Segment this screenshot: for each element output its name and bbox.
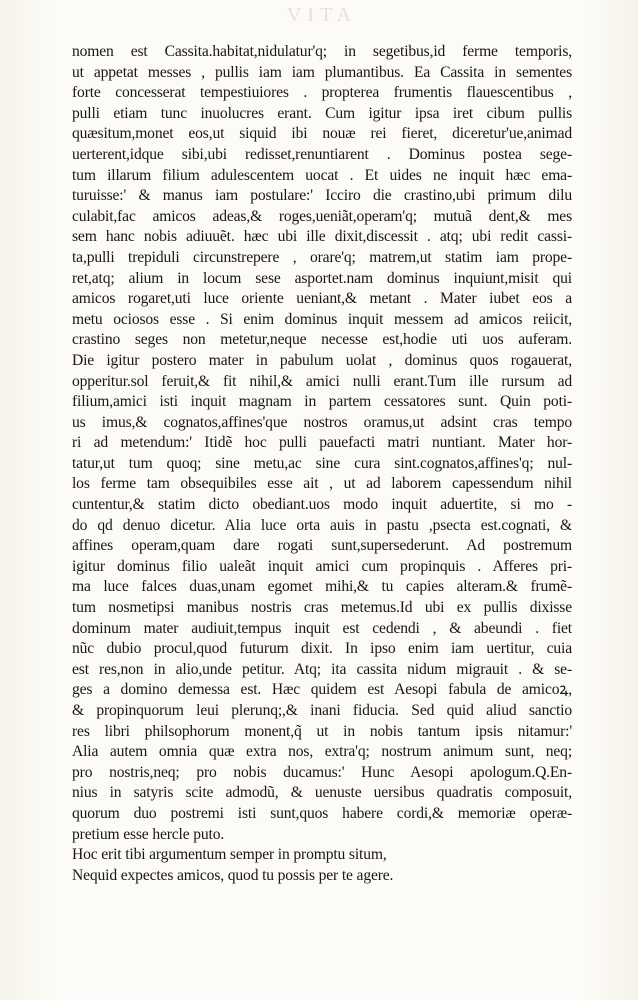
text-line: nius in satyris scite admodũ, & uenuste uersibus quadratis composuit,: [72, 784, 572, 802]
text-line: Die igitur postero mater in pabulum uolat , dominus quos rogauerat,: [72, 351, 572, 369]
text-line: uerterent,idque sibi,ubi redisset,renuntiarent . Dominus postea sege-: [72, 145, 572, 163]
text-line: us imus,& cognatos,affines'que nostros oramus,ut adsint cras tempo: [72, 413, 572, 431]
text-line: quorum duo postremi isti sunt,quos habere cordi,& memoriæ operæ-: [72, 804, 572, 822]
text-line: pulli etiam tunc inuolucres erant. Cum igitur ipsa iret cibum pullis: [72, 104, 572, 122]
verse-line: Hoc erit tibi argumentum semper in promptu situm,: [72, 846, 387, 864]
text-line: est res,non in alio,unde petitur. Atq; ita cassita nidum migrauit . & se-: [72, 660, 572, 678]
text-line: tum nosmetipsi manibus nostris cras metemus.Id ubi ex pullis dixisse: [72, 599, 572, 617]
text-line: amicos rogaret,uti luce oriente ueniant,& metant . Mater iubet eos a: [72, 290, 572, 308]
text-line: los ferme tam obsequibiles esse ait , ut ad laborem capessendum nihil: [72, 475, 572, 493]
text-line: igitur dominus filio ualeãt inquit amici cum propinquis . Afferes pri-: [72, 557, 572, 575]
text-line: metu ociosos esse . Si enim dominus inquit messem ad amicos reiicit,: [72, 310, 572, 328]
text-line: tum illarum filium adulescentem uocat . Et uides ne inquit hæc ema-: [72, 166, 572, 184]
text-line: nũc dubio procul,quod futurum dixit. In ipso enim iam uertitur, cuia: [72, 640, 572, 658]
text-line: res libri philsophorum monent,q̃ ut in nobis tantum ipsis nitamur:': [72, 722, 572, 740]
text-line: pro nostris,neq; pro nobis ducamus:' Hunc Aesopi apologum.Q.En-: [72, 763, 572, 781]
text-line: nomen est Cassita.habitat,nidulatur'q; in segetibus,id ferme temporis,: [72, 43, 572, 60]
text-line: filium,amici isti inquit magnam in partem cessatores sunt. Quin poti-: [72, 393, 572, 411]
text-line: cuntentur,& statim dicto obediant.uos modo inquit aduertite, si mo -: [72, 496, 572, 514]
text-line: ri ad metendum:' Itidẽ hoc pulli pauefacti matri nuntiant. Mater hor-: [72, 434, 572, 452]
text-line: crastino seges non metetur,neque necesse est,hodie uti uos auferam.: [72, 331, 572, 349]
text-line: ret,atq; alium in locum sese asportet.nam dominus inquiunt,misit qui: [72, 269, 572, 287]
text-line: ges a domino demessa est. Hæc quidem est Aesopi fabula de amicoꝝ,: [72, 681, 572, 699]
text-line: ut appetat messes , pullis iam iam plumantibus. Ea Cassita in sementes: [72, 63, 572, 81]
text-line: opperitur.sol feruit,& fit nihil,& amici nulli erant.Tum ille rursum ad: [72, 372, 572, 390]
text-line: forte concesserat tempestiuiores . propterea frumentis flauescentibus ,: [72, 84, 572, 102]
text-line-paragraph-end: pretium esse hercle puto.: [72, 825, 225, 843]
text-line: sem hanc nobis adiuuẽt. hæc ubi ille dixit,discessit . atq; ubi redit cassi-: [72, 228, 572, 246]
text-line: & propinquorum leui plerunq;,& inani fiducia. Sed quid aliud sanctio: [72, 702, 572, 719]
text-line: ma luce falces duas,unam egomet mihi,& tu capies alteram.& frumẽ-: [72, 578, 572, 596]
running-head-bleed-through: VITA: [286, 4, 358, 26]
text-line: Alia autem omnia quæ extra nos, extra'q; nostrum animum sunt, neq;: [72, 743, 572, 761]
body-text: [72, 42, 572, 886]
text-line: culabit,fac amicos adeas,& roges,ueniãt,operam'q; mutuã dent,& mes: [72, 207, 572, 225]
text-line: ta,pulli trepiduli circunstrepere , orare'q; matrem,ut statim iam prope-: [72, 248, 572, 266]
verse-line: Nequid expectes amicos, quod tu possis per te agere.: [72, 866, 394, 884]
text-line: quæsitum,monet eos,ut siquid ibi nouæ rei fieret, diceretur'ue,animad: [72, 125, 572, 143]
text-line: dominum mater audiuit,tempus inquit est cedendi , & abeundi . fiet: [72, 619, 572, 637]
text-line: affines operam,quam dare rogati sunt,supersederunt. Ad postremum: [72, 537, 572, 555]
text-line: tatur,ut tum quoq; sine metu,ac sine cura sint.cognatos,affines'q; nul-: [72, 454, 572, 472]
text-line: do qd denuo dicetur. Alia luce orta auis in pastu ,psecta est.cognati, &: [72, 516, 572, 534]
text-line: turuisse:' & manus iam postulare:' Icciro die crastino,ubi primum dilu: [72, 187, 572, 205]
